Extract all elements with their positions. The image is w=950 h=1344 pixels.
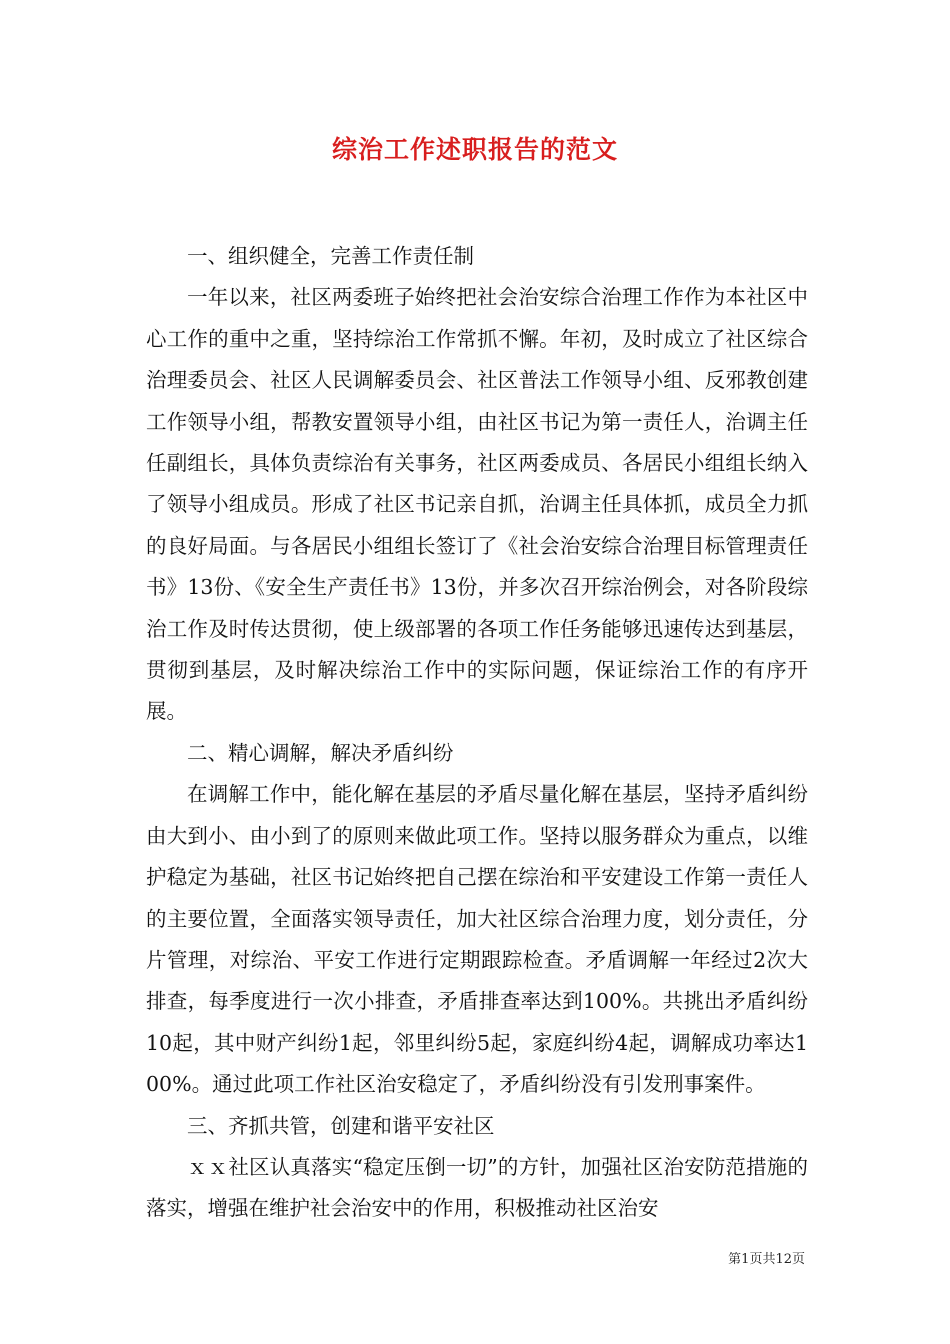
document-title: 综治工作述职报告的范文 bbox=[331, 135, 618, 164]
document-body bbox=[146, 236, 808, 1230]
section-paragraph-1: 一年以来，社区两委班子始终把社会治安综合治理工作作为本社区中心工作的重中之重，坚持综治工作常抓不懈。年初，及时成立了社区综合治理委员会、社区人民调解委员会、社区普法工作领导小组、反邪教创建工作领导小组，帮教安置领导小组，由社区书记为第一责任人，治调主任任副组长，具体负责综治有关事务，社区两委成员、各居民小组组长纳入了领导小组成员。形成了社区书记亲自抓，治调主任具体抓，成员全力抓的良好局面。与各居民小组组长签订了《社会治安综合治理目标管理责任书》13份、《安全生产责任书》13份，并多次召开综治例会，对各阶段综治工作及时传达贯彻，使上级部署的各项工作任务能够迅速传达到基层，贯彻到基层，及时解决综治工作中的实际问题，保证综治工作的有序开展。 bbox=[146, 285, 808, 724]
section-paragraph-2: 在调解工作中，能化解在基层的矛盾尽量化解在基层，坚持矛盾纠纷由大到小、由小到了的原则来做此项工作。坚持以服务群众为重点，以维护稳定为基础，社区书记始终把自己摆在综治和平安建设工作第一责任人的主要位置，全面落实领导责任，加大社区综合治理力度，划分责任，分片管理，对综治、平安工作进行定期跟踪检查。矛盾调解一年经过2次大排查，每季度进行一次小排查，矛盾排查率达到100%。共挑出矛盾纠纷10起，其中财产纠纷1起，邻里纠纷5起，家庭纠纷4起，调解成功率达100%。通过此项工作社区治安稳定了，矛盾纠纷没有引发刑事案件。 bbox=[146, 782, 808, 1097]
section-heading-2: 二、精心调解，解决矛盾纠纷 bbox=[187, 740, 454, 765]
section-heading-1: 一、组织健全，完善工作责任制 bbox=[187, 244, 474, 268]
section-heading-3: 三、齐抓共管，创建和谐平安社区 bbox=[187, 1113, 495, 1138]
page-number-footer: 第1页共12页 bbox=[728, 1252, 805, 1267]
section-paragraph-3: ｘｘ社区认真落实“稳定压倒一切”的方针，加强社区治安防范措施的落实，增强在维护社会治安中的作用，积极推动社区治安 bbox=[146, 1154, 808, 1221]
